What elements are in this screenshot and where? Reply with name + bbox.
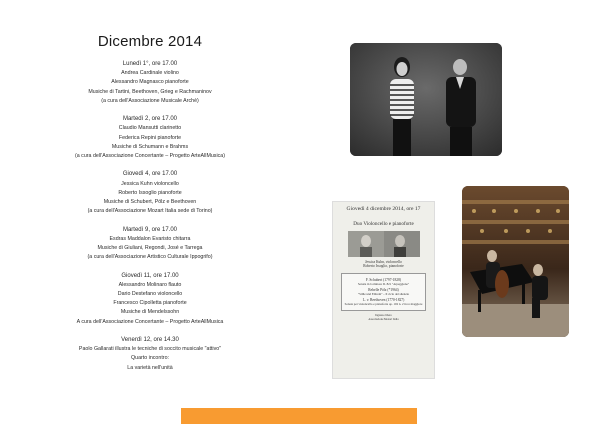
flyer-composer: L. v. Beethoven (1770-1827) [362,298,405,303]
event-detail: Francesco Cipolletta pianoforte [113,300,187,307]
duo-photo-image [350,43,502,156]
event-list [0,60,300,382]
accent-bar [181,408,417,424]
flyer-composer: F. Schubert (1797-1828) [365,277,402,282]
event-detail: Musiche di Tartini, Beethoven, Grieg e Rachmaninov [88,88,212,95]
flyer-program-item [342,288,425,296]
flyer-header: Giovedì 4 dicembre 2014, ore 17 [346,206,421,212]
event-entry [0,115,300,161]
flyer-program-item [342,298,425,306]
event-detail: Jessica Kuhn violoncello [121,180,179,187]
event-detail: Paolo Gallarati illustra le tecniche di soccito musicale "attivo" [78,346,222,353]
event-detail: Dario Destefano violoncello [117,291,183,298]
event-detail: La varietà nell'unità [127,364,173,371]
flyer-program [341,273,426,312]
event-entry [0,272,300,327]
event-date: Giovedì 4, ore 17.00 [122,171,178,178]
event-detail: Esdras Maddalon Evaristo chitarra [109,235,191,242]
theatre-photo [462,186,569,337]
concert-flyer [332,201,435,379]
event-detail: (a cura dell'Associazione Musicale Archè) [101,97,199,104]
flyer-performers [333,260,434,269]
event-entry [0,226,300,263]
flyer-footer [333,314,434,321]
event-detail: Andrea Cardinale violino [121,70,179,77]
event-detail: Musiche di Giuliani, Regondi, José e Tarrega [97,245,203,252]
event-detail: (a cura dell'Associazione Mozart Italia sede di Torino) [87,208,213,215]
flyer-piece: "Stille und Eiltrem" – Il ciclo del silenzio [357,292,410,297]
event-detail: Alessandro Magnasco pianoforte [111,79,189,86]
duo-photo [350,43,502,156]
flyer-program-item [342,278,425,286]
flyer-piece: Sonata per violoncello e pianoforte op. 102 n. 2 in re maggiore [344,302,423,307]
event-date: Giovedì 11, ore 17.00 [121,272,179,279]
event-detail: (a cura dell'Associazione Artistico Culturale Ippogrifo) [87,254,213,261]
flyer-footer-line: Ingresso libero [375,314,392,318]
event-detail: Roberto Issoglio pianoforte [118,189,182,196]
page-title: Dicembre 2014 [97,33,203,50]
event-entry [0,170,300,216]
event-detail: Claudio Mansutti clarinetto [118,125,182,132]
event-detail: Musiche di Schubert, Pölz e Beethoven [103,199,197,206]
flyer-footer-line: Associazione Mozart Italia [368,317,399,321]
event-detail: Alessandro Molinaro flauto [118,281,182,288]
theatre-photo-image [462,186,569,337]
flyer-piece: Sonata in la minore D. 821 "Arpeggione" [357,281,410,286]
flyer-performer: Roberto Issoglio, pianoforte [363,264,404,269]
flyer-composer: Rebelle Pölz (*1964) [368,288,399,292]
event-detail: Quarto incontro: [131,355,169,362]
event-date: Lunedì 1°, ore 17.00 [122,61,178,67]
event-detail: Federica Repini pianoforte [118,134,182,141]
event-detail: A cura dell'Associazione Concertante – Progetto ArteAllMusica [76,318,224,325]
flyer-subtitle: Duo Violoncello e pianoforte [353,221,414,227]
event-detail: (a cura dell'Associazione Concertante – Progetto ArteAllMusica) [75,153,225,160]
event-date: Venerdì 12, ore 14.30 [121,337,179,344]
flyer-photo [348,231,420,257]
event-date: Martedì 2, ore 17.00 [122,116,178,123]
event-detail: Musiche di Mendelssohn [120,309,180,316]
event-entry [0,60,300,106]
flyer-performer: Jessica Kuhn, violoncello [365,260,402,264]
event-detail: Musiche di Schumann e Brahms [111,143,189,150]
event-entry [0,336,300,373]
event-date: Martedì 9, ore 17.00 [122,226,178,233]
flyer-photo-image [348,231,420,257]
